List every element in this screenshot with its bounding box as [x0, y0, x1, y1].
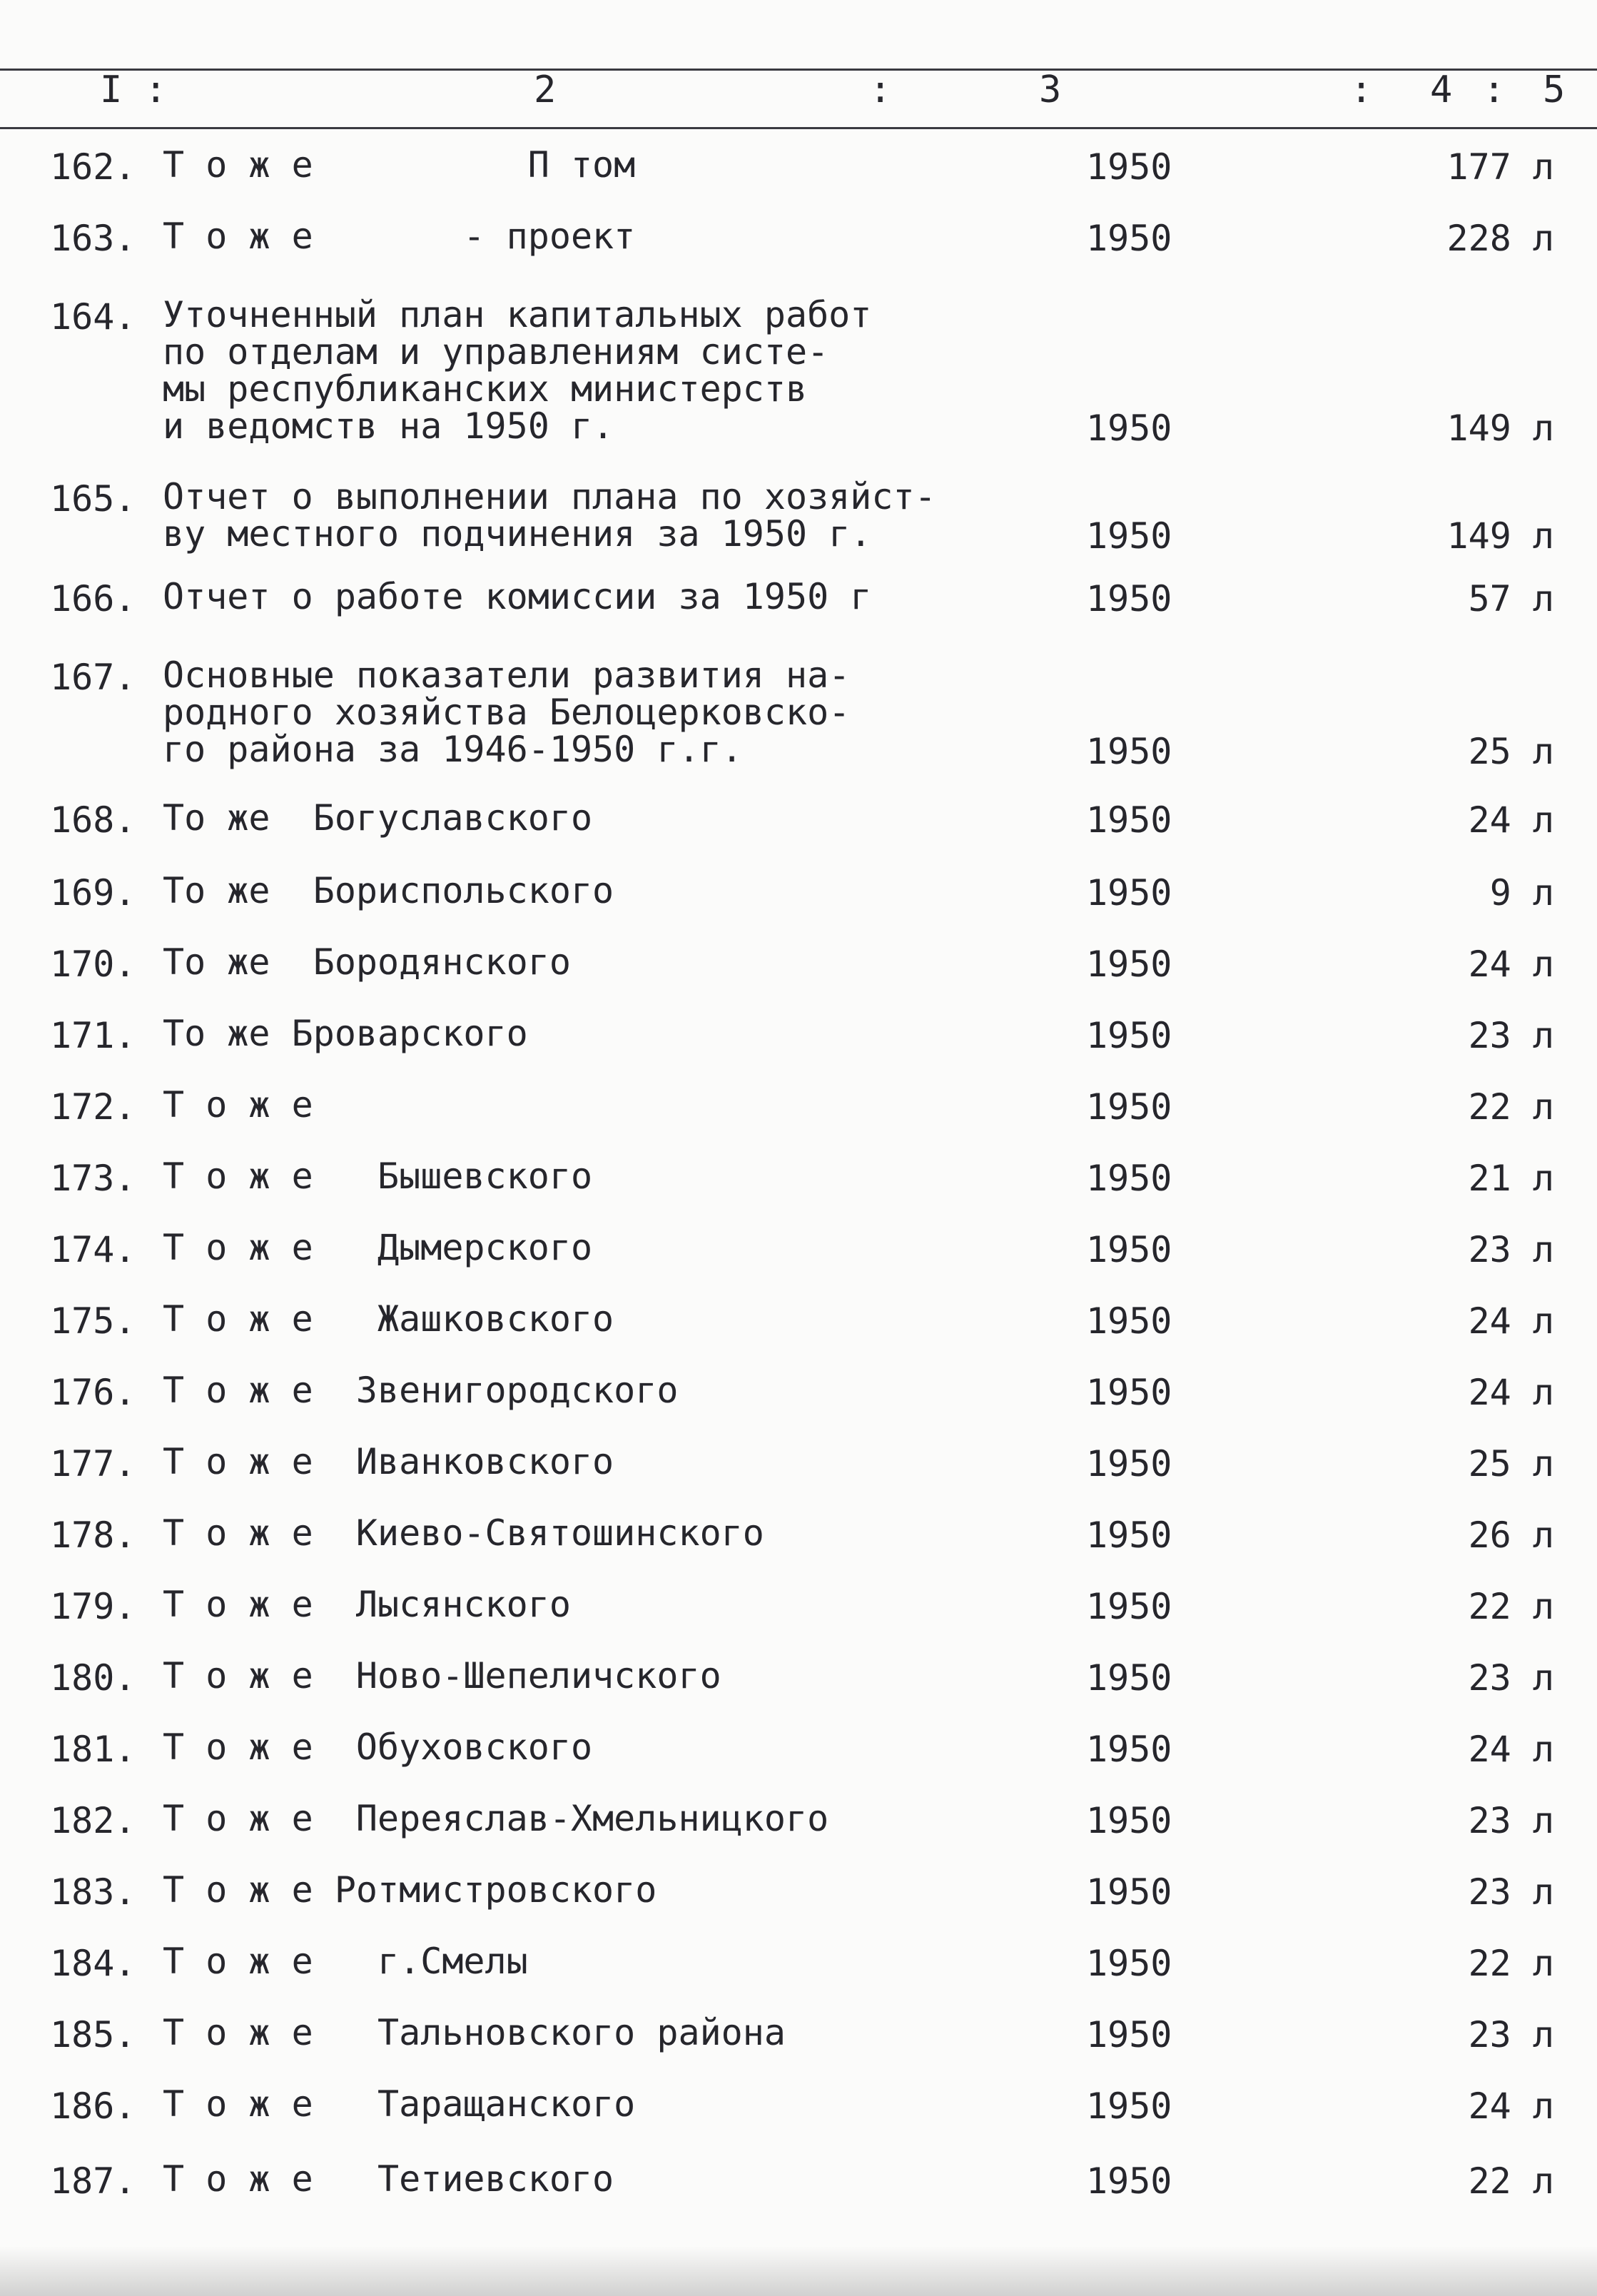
- description-line: Т о ж е Ново-Шепеличского: [163, 1655, 721, 1696]
- item-sheet-count: 149 л: [1446, 515, 1554, 557]
- item-number: 171.: [50, 1015, 136, 1056]
- item-sheet-count: 23 л: [1468, 1229, 1554, 1270]
- description-line: То же Бородянского: [163, 941, 571, 983]
- description-line: Т о ж е Иванковского: [163, 1441, 614, 1482]
- description-line: и ведомств на 1950 г.: [163, 405, 614, 447]
- item-number: 165.: [50, 478, 136, 520]
- header-col-5: 5: [1543, 69, 1566, 111]
- item-sheet-count: 9 л: [1489, 872, 1554, 914]
- item-sheet-count: 23 л: [1468, 1800, 1554, 1841]
- item-number: 185.: [50, 2014, 136, 2055]
- header-separator: :: [1350, 69, 1373, 111]
- item-description: [163, 578, 871, 615]
- item-description: [163, 1229, 592, 1266]
- item-number: 179.: [50, 1586, 136, 1627]
- item-description: [163, 1443, 614, 1480]
- item-number: 167.: [50, 657, 136, 698]
- description-line: Т о ж е Дымерского: [163, 1227, 593, 1268]
- item-description: [163, 1155, 593, 1197]
- item-sheet-count: 22 л: [1468, 2160, 1554, 2202]
- item-year: 1950: [1086, 1372, 1172, 1413]
- item-year: 1950: [1086, 1443, 1172, 1485]
- item-year: 1950: [1086, 1800, 1172, 1841]
- description-line: Т о ж е П том: [163, 144, 636, 186]
- item-description: [163, 1586, 571, 1623]
- description-line: Т о ж е Жашковского: [163, 1298, 614, 1340]
- description-line: мы республиканских министерств: [163, 368, 808, 410]
- item-number: 186.: [50, 2085, 136, 2127]
- description-line: Т о ж е Переяслав-Хмельницкого: [163, 1798, 829, 1839]
- description-line: Т о ж е Лысянского: [163, 1584, 571, 1625]
- item-year: 1950: [1086, 1015, 1172, 1056]
- header-col-4: 4: [1430, 69, 1453, 111]
- item-year: 1950: [1086, 1943, 1172, 1984]
- item-description: [163, 1298, 614, 1340]
- item-description: [163, 296, 871, 445]
- description-line: го района за 1946-1950 г.г.: [163, 729, 743, 770]
- item-number: 187.: [50, 2160, 136, 2202]
- item-description: [163, 144, 636, 186]
- item-number: 172.: [50, 1086, 136, 1128]
- item-year: 1950: [1086, 146, 1172, 188]
- item-description: [163, 1800, 828, 1837]
- item-description: [163, 2160, 614, 2198]
- description-line: Т о ж е Тальновского района: [163, 2012, 786, 2053]
- item-number: 184.: [50, 1943, 136, 1984]
- description-line: Отчет о работе комиссии за 1950 г: [163, 576, 872, 617]
- item-number: 164.: [50, 296, 136, 338]
- item-sheet-count: 26 л: [1468, 1514, 1554, 1556]
- item-year: 1950: [1086, 731, 1172, 772]
- item-sheet-count: 24 л: [1468, 1300, 1554, 1342]
- item-year: 1950: [1086, 218, 1172, 259]
- item-year: 1950: [1086, 1086, 1172, 1128]
- description-line: родного хозяйства Белоцерковско-: [163, 692, 851, 733]
- item-description: [163, 941, 571, 983]
- description-line: Т о ж е Таращанского: [163, 2083, 636, 2125]
- item-sheet-count: 22 л: [1468, 1086, 1554, 1128]
- item-sheet-count: 149 л: [1446, 408, 1554, 449]
- item-year: 1950: [1086, 2014, 1172, 2055]
- item-description: [163, 218, 635, 255]
- item-description: [163, 476, 936, 555]
- item-number: 181.: [50, 1729, 136, 1770]
- item-year: 1950: [1086, 2085, 1172, 2127]
- item-year: 1950: [1086, 1586, 1172, 1627]
- item-description: [163, 1869, 657, 1911]
- description-line: То же Богуславского: [163, 797, 593, 839]
- item-number: 162.: [50, 146, 136, 188]
- item-description: [163, 797, 593, 839]
- item-year: 1950: [1086, 1158, 1172, 1199]
- header-separator: :: [1483, 69, 1506, 111]
- description-line: ву местного подчинения за 1950 г.: [163, 513, 872, 555]
- description-line: Т о ж е Киево-Святошинского: [163, 1512, 764, 1554]
- item-description: [163, 1084, 313, 1126]
- item-sheet-count: 24 л: [1468, 1729, 1554, 1770]
- item-description: [163, 1015, 528, 1052]
- item-number: 178.: [50, 1514, 136, 1556]
- description-line: Т о ж е Обуховского: [163, 1726, 593, 1768]
- item-sheet-count: 24 л: [1468, 2085, 1554, 2127]
- description-line: То же Броварского: [163, 1013, 528, 1054]
- item-description: [163, 2085, 635, 2123]
- description-line: Т о ж е: [163, 1084, 313, 1126]
- item-sheet-count: 24 л: [1468, 1372, 1554, 1413]
- item-number: 183.: [50, 1871, 136, 1913]
- item-description: [163, 1657, 721, 1694]
- description-line: Т о ж е г.Смелы: [163, 1941, 528, 1982]
- item-description: [163, 1372, 678, 1409]
- item-number: 166.: [50, 578, 136, 619]
- item-description: [163, 1943, 528, 1980]
- item-sheet-count: 177 л: [1446, 146, 1554, 188]
- item-sheet-count: 228 л: [1446, 218, 1554, 259]
- description-line: Отчет о выполнении плана по хозяйст-: [163, 476, 936, 517]
- item-description: [163, 654, 851, 770]
- item-year: 1950: [1086, 1657, 1172, 1699]
- item-sheet-count: 25 л: [1468, 731, 1554, 772]
- item-sheet-count: 23 л: [1468, 2014, 1554, 2055]
- item-sheet-count: 24 л: [1468, 944, 1554, 985]
- item-description: [163, 1726, 593, 1768]
- item-sheet-count: 24 л: [1468, 799, 1554, 841]
- description-line: Т о ж е Ротмистровского: [163, 1869, 657, 1911]
- description-line: Т о ж е Звенигородского: [163, 1370, 679, 1411]
- item-year: 1950: [1086, 872, 1172, 914]
- item-sheet-count: 23 л: [1468, 1657, 1554, 1699]
- description-line: Т о ж е Тетиевского: [163, 2158, 614, 2200]
- header-col-1: I :: [100, 69, 167, 111]
- description-line: То же Бориспольского: [163, 870, 614, 911]
- description-line: Т о ж е - проект: [163, 216, 636, 257]
- item-number: 173.: [50, 1158, 136, 1199]
- description-line: Основные показатели развития на-: [163, 654, 851, 696]
- description-line: Уточненный план капитальных работ: [163, 294, 872, 335]
- header-col-3: 3: [1039, 69, 1062, 111]
- item-year: 1950: [1086, 1300, 1172, 1342]
- item-number: 182.: [50, 1800, 136, 1841]
- item-year: 1950: [1086, 799, 1172, 841]
- item-number: 174.: [50, 1229, 136, 1270]
- item-number: 168.: [50, 799, 136, 841]
- item-year: 1950: [1086, 2160, 1172, 2202]
- item-description: [163, 1514, 764, 1552]
- item-number: 175.: [50, 1300, 136, 1342]
- header-col-2: 2: [534, 69, 557, 111]
- item-year: 1950: [1086, 408, 1172, 449]
- item-year: 1950: [1086, 1514, 1172, 1556]
- item-sheet-count: 22 л: [1468, 1586, 1554, 1627]
- item-number: 180.: [50, 1657, 136, 1699]
- item-year: 1950: [1086, 515, 1172, 557]
- item-number: 169.: [50, 872, 136, 914]
- item-number: 163.: [50, 218, 136, 259]
- item-year: 1950: [1086, 578, 1172, 619]
- header-separator: :: [869, 69, 892, 111]
- item-number: 170.: [50, 944, 136, 985]
- description-line: Т о ж е Бышевского: [163, 1155, 593, 1197]
- description-line: по отделам и управлениям систе-: [163, 331, 829, 373]
- item-sheet-count: 23 л: [1468, 1015, 1554, 1056]
- item-year: 1950: [1086, 1871, 1172, 1913]
- item-number: 176.: [50, 1372, 136, 1413]
- scan-edge-shadow: [0, 2246, 1597, 2296]
- item-description: [163, 872, 614, 909]
- item-number: 177.: [50, 1443, 136, 1485]
- item-description: [163, 2014, 786, 2051]
- item-sheet-count: 57 л: [1468, 578, 1554, 619]
- header-bottom-rule: [0, 127, 1597, 129]
- item-sheet-count: 25 л: [1468, 1443, 1554, 1485]
- item-sheet-count: 23 л: [1468, 1871, 1554, 1913]
- item-year: 1950: [1086, 1229, 1172, 1270]
- item-year: 1950: [1086, 944, 1172, 985]
- item-sheet-count: 21 л: [1468, 1158, 1554, 1199]
- item-year: 1950: [1086, 1729, 1172, 1770]
- item-sheet-count: 22 л: [1468, 1943, 1554, 1984]
